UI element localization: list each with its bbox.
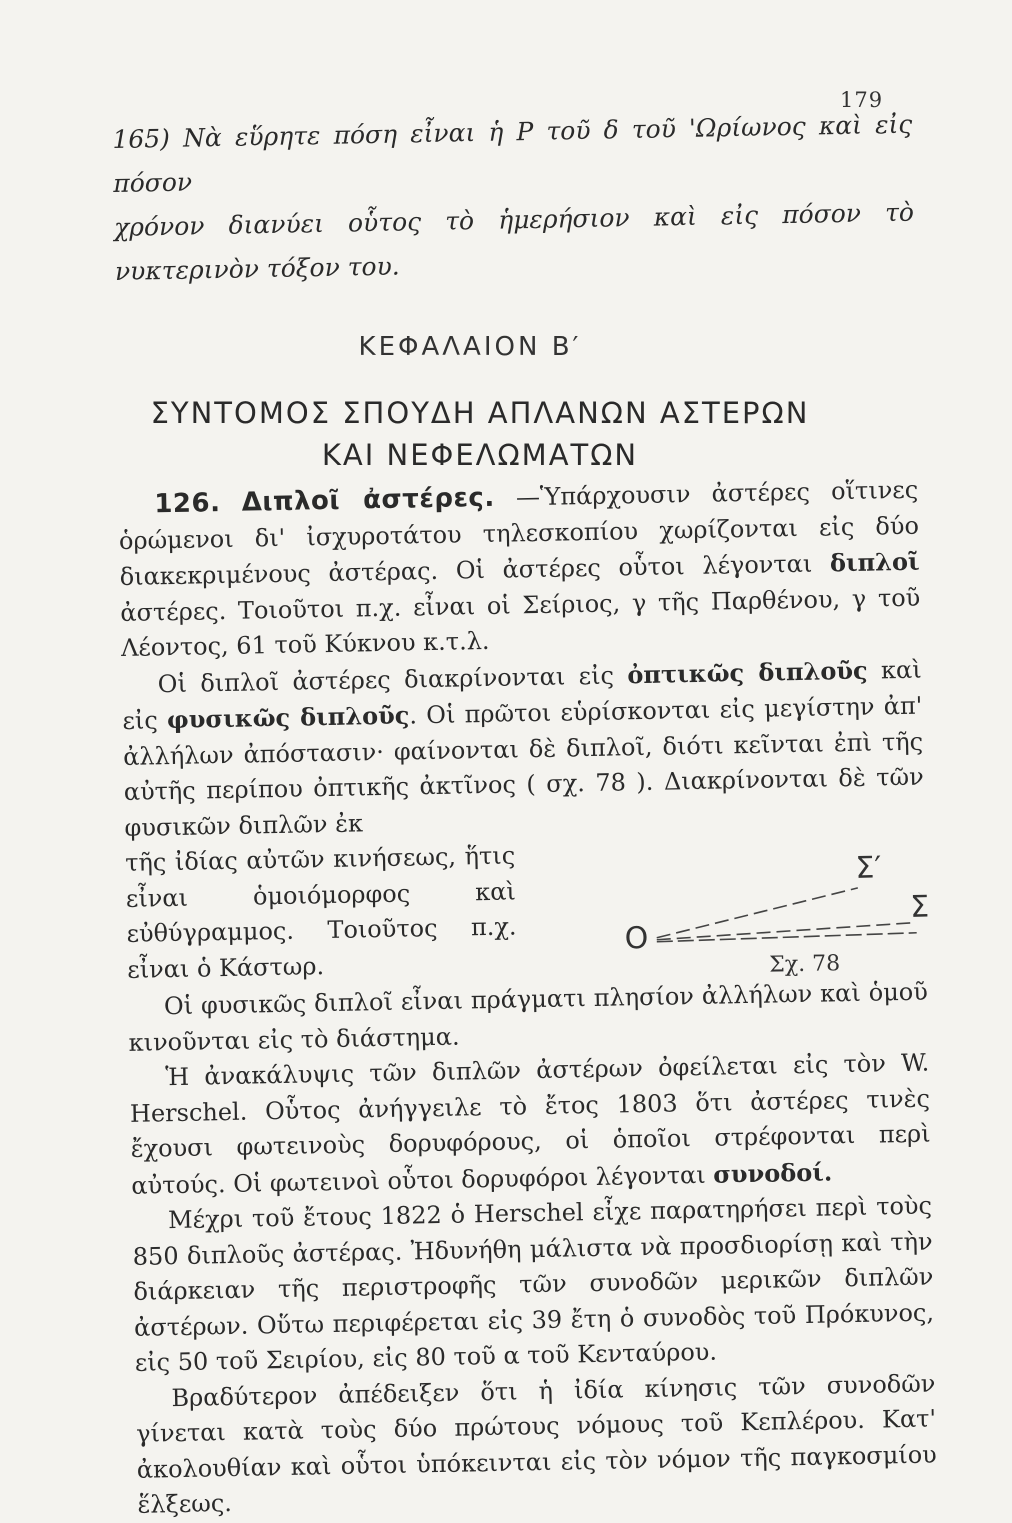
figure-sightline-far <box>657 933 917 942</box>
term-physically-double: φυσικῶς διπλοῦς <box>166 700 410 735</box>
section-title: Διπλοῖ ἀστέρες. <box>241 482 495 518</box>
figure-block <box>125 831 928 990</box>
chapter-title <box>0 392 960 476</box>
section-dash: — <box>515 482 541 512</box>
figure-observer-label: O <box>624 920 649 957</box>
page-number: 179 <box>840 88 884 112</box>
exercise-line-1 <box>112 103 914 206</box>
section-number: 126. <box>154 488 221 520</box>
paragraph-1 <box>118 473 921 667</box>
exercise-label: 165) <box>112 123 171 154</box>
chapter-title-line-2: ΚΑΙ ΝΕΦΕΛΩΜΑΤΩΝ <box>321 438 639 472</box>
exercise-line-2: χρόνον διανύει οὗτος τὸ ἡμερήσιον καὶ εἰς πόσον τὸ νυκτερινὸν τόξον του. <box>113 197 915 286</box>
paragraph-3: Οἱ φυσικῶς διπλοῖ εἶναι πράγματι πλησίον ἀλλήλων καὶ ὁμοῦ κινοῦνται εἰς τὸ διάστημα. <box>128 977 929 1057</box>
term-optically-double: ὀπτικῶς διπλοῦς <box>627 655 868 689</box>
figure-caption: Σχ. 78 <box>769 951 841 978</box>
paragraph-4 <box>129 1046 932 1204</box>
term-synodoi: συνοδοί. <box>712 1156 833 1189</box>
figure-star-near-label: Σ′ <box>855 850 882 886</box>
paragraph-1-text-b: ἀστέρες. Τοιοῦτοι π.χ. εἶναι οἱ Σείριος, γ τῆς Παρθένου, γ τοῦ Λέοντος, 61 τοῦ Κύκνου κ.τ.λ. <box>120 583 921 662</box>
figure-sightline-near <box>656 888 859 938</box>
paragraph-1-text-a: Ὑπάρχουσιν ἀστέρες οἵτινες ὁρώμενοι δι' ἰσχυροτάτου τηλεσκοπίου χωρίζονται εἰς δύο διακεκριμένους ἀστέρας. Οἱ ἀστέρες οὗτοι λέγονται <box>118 475 920 591</box>
term-diploi: διπλοῖ <box>829 546 920 578</box>
figure-78 <box>505 835 928 983</box>
section-126 <box>118 473 938 1523</box>
paragraph-5: Μέχρι τοῦ ἔτους 1822 ὁ Herschel εἶχε παρατηρήσει περὶ τοὺς 850 διπλοῦς ἀστέρας. Ἠδυνήθη μάλιστα νὰ προσδιορίσῃ καὶ τὴν διάρκειαν τῆς περιστροφῆς τῶν συνοδῶν μερικῶν διπλῶν ἀστέρων. Οὕτω περιφέρεται εἰς 39 ἔτη ὁ συνοδὸς τοῦ Πρόκυνος, εἰς 50 τοῦ Σειρίου, εἰς 80 τοῦ α τοῦ Κενταύρου. <box>132 1191 935 1377</box>
paragraph-2-text-b: καὶ εἰς <box>122 655 922 735</box>
paragraph-6: Βραδύτερον ἀπέδειξεν ὅτι ἡ ἰδία κίνησις τῶν συνοδῶν γίνεται κατὰ τοὺς δύο πρώτους νόμους τοῦ Κεπλέρου. Κατ' ἀκολουθίαν καὶ οὗτοι ὑπόκεινται εἰς τὸν νόμον τῆς παγκοσμίου ἕλξεως. <box>135 1368 937 1519</box>
chapter-title-line-1: ΣΥΝΤΟΜΟΣ ΣΠΟΥΔΗ ΑΠΛΑΝΩΝ ΑΣΤΕΡΩΝ <box>150 396 810 430</box>
paragraph-2 <box>121 651 924 846</box>
figure-side-text <box>125 838 518 987</box>
paragraph-2-text-a: Οἱ διπλοῖ ἀστέρες διακρίνονται εἰς <box>157 661 615 698</box>
exercise-165 <box>112 103 915 294</box>
paragraph-2-text-c: . Οἱ πρῶτοι εὑρίσκονται εἰς μεγίστην ἀπ' ἀλλήλων ἀπόστασιν· φαίνονται δὲ διπλοῖ, διότι κεῖνται ἐπὶ τῆς αὐτῆς περίπου ὀπτικῆς ἀκτῖνος ( σχ. 78 ). Διακρίνονται δὲ τῶν φυσικῶν διπλῶν ἐκ <box>122 691 924 842</box>
paragraph-4-text: Ἡ ἀνακάλυψις τῶν διπλῶν ἀστέρων ὀφείλεται εἰς τὸν W. Herschel. Οὗτος ἀνήγγειλε τὸ ἔτος 1803 ὅτι ἀστέρες τινὲς ἔχουσι φωτεινοὺς δορυφόρους, οἱ ὁποῖοι στρέφονται περὶ αὐτούς. Οἱ φωτεινοὶ οὗτοι δορυφόροι λέγονται <box>129 1048 931 1200</box>
figure-star-far-label: Σ <box>909 889 930 925</box>
exercise-text-1: Νὰ εὕρητε πόση εἶναι ἡ Ρ τοῦ δ τοῦ 'Ωρίωνος καὶ εἰς πόσον <box>112 109 913 198</box>
paragraph-2-figure-text: τῆς ἰδίας αὐτῶν κινήσεως, ἥτις εἶναι ὁμοιόμορφος καὶ εὐθύγραμμος. Τοιοῦτος π.χ. εἶναι ὁ Κάστωρ. <box>124 841 517 984</box>
chapter-label: ΚΕΦΑΛΑΙΟΝ Β′ <box>358 332 582 362</box>
